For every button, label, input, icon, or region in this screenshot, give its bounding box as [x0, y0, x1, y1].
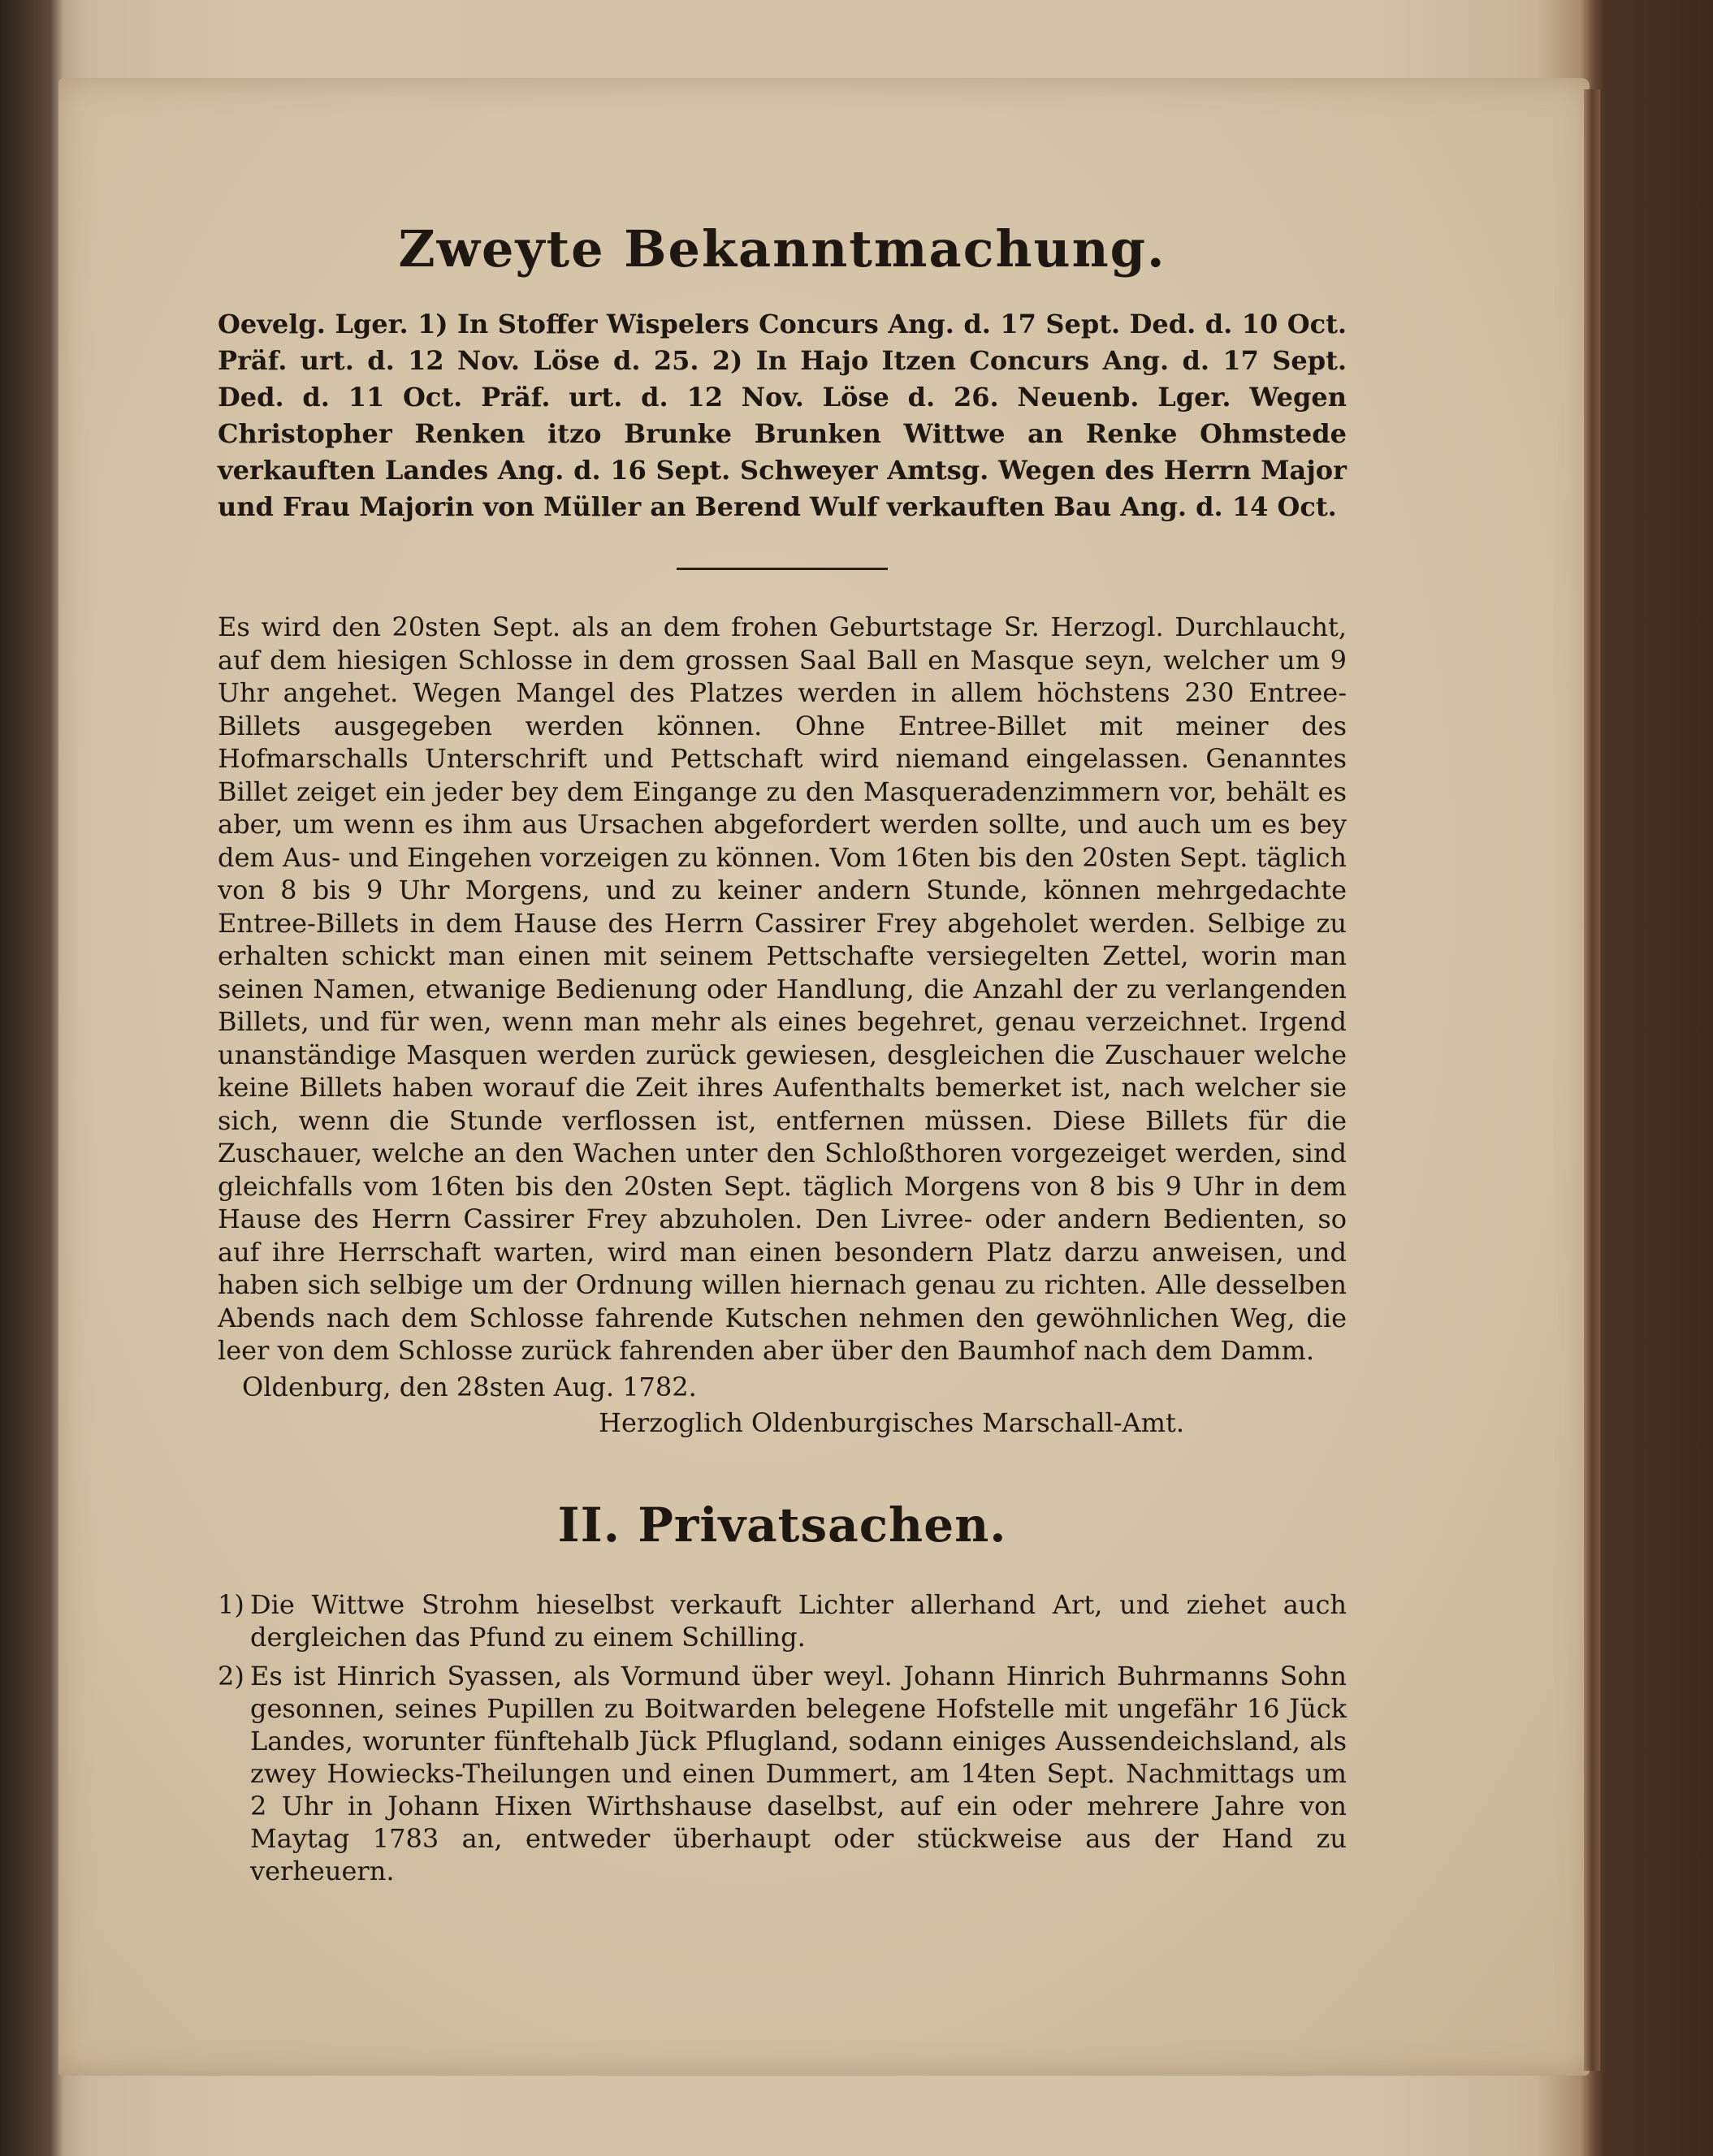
signature: Herzoglich Oldenburgisches Marschall-Amt. — [599, 1406, 1184, 1438]
list-item — [218, 1588, 1347, 1653]
page-text — [218, 219, 1347, 1894]
item-text: Es ist Hinrich Syassen, als Vormund über weyl. Johann Hinrich Buhrmanns Sohn gesonnen, seines Pupillen zu Boitwarden belegene Hofstelle mit ungefähr 16 Jück Landes, worunter fünftehalb Jück Pflugland, sodann einiges Aussendeichsland, als zwey Howiecks-Theilungen und einen Dummert, am 14ten Sept. Nachmittags um 2 Uhr in Johann Hixen Wirthshause daselbst, auf ein oder mehrere Jahre von Maytag 1783 an, entweder überhaupt oder stückweise aus der Hand zu verheuern. — [250, 1660, 1347, 1886]
list-item — [218, 1660, 1347, 1887]
item-number: 1) — [218, 1588, 244, 1620]
court-announcements: Oevelg. Lger. 1) In Stoffer Wispelers Concurs Ang. d. 17 Sept. Ded. d. 10 Oct. Präf. urt. d. 12 Nov. Löse d. 25. 2) In Hajo Itzen Concurs Ang. d. 17 Sept. Ded. d. 11 Oct. Präf. urt. d. 12 Nov. Löse d. 26. Neuenb. Lger. Wegen Christopher Renken itzo Brunke Brunken Wittwe an Renke Ohmstede verkauften Landes Ang. d. 16 Sept. Schweyer Amtsg. Wegen des Herrn Major und Frau Majorin von Müller an Berend Wulf verkauften Bau Ang. d. 14 Oct. — [218, 309, 1347, 522]
heading-second-announcement: Zweyte Bekanntmachung. — [398, 219, 1166, 279]
item-number: 2) — [218, 1660, 244, 1692]
page-edge — [1584, 89, 1600, 2071]
item-text: Die Wittwe Strohm hieselbst verkauft Lichter allerhand Art, und ziehet auch dergleichen das Pfund zu einem Schilling. — [250, 1588, 1347, 1653]
dateline: Oldenburg, den 28sten Aug. 1782. — [242, 1371, 697, 1402]
section-heading-private-matters: II. Privatsachen. — [557, 1497, 1007, 1553]
divider-rule — [677, 568, 888, 570]
masquerade-notice: Es wird den 20sten Sept. als an dem frohen Geburtstage Sr. Herzogl. Durchlaucht, auf dem hiesigen Schlosse in dem grossen Saal Ball en Masque seyn, welcher um 9 Uhr angehet. Wegen Mangel des Platzes werden in allem höchstens 230 Entree-Billets ausgegeben werden können. Ohne Entree-Billet mit meiner des Hofmarschalls Unterschrift und Pettschaft wird niemand eingelassen. Genanntes Billet zeiget ein jeder bey dem Eingange zu den Masqueradenzimmern vor, behält es aber, um wenn es ihm aus Ursachen abgefordert werden sollte, und auch um es bey dem Aus- und Eingehen vorzeigen zu können. Vom 16ten bis den 20sten Sept. täglich von 8 bis 9 Uhr Morgens, und zu keiner andern Stunde, können mehrgedachte Entree-Billets in dem Hause des Herrn Cassirer Frey abgeholet werden. Selbige zu erhalten schickt man einen mit seinem Pettschafte versiegelten Zettel, worin man seinen Namen, etwanige Bedienung oder Handlung, die Anzahl der zu verlangenden Billets, und für wen, wenn man mehr als eines begehret, genau verzeichnet. Irgend unanständige Masquen werden zurück gewiesen, desgleichen die Zuschauer welche keine Billets haben worauf die Zeit ihres Aufenthalts bemerket ist, nach welcher sie sich, wenn die Stunde verflossen ist, entfernen müssen. Diese Billets für die Zuschauer, welche an den Wachen unter den Schloßthoren vorgezeiget werden, sind gleichfalls vom 16ten bis den 20sten Sept. täglich Morgens von 8 bis 9 Uhr in dem Hause des Herrn Cassirer Frey abzuholen. Den Livree- oder andern Bedienten, so auf ihre Herrschaft warten, wird man einen besondern Platz darzu anweisen, und haben sich selbige um der Ordnung willen hiernach genau zu richten. Alle desselben Abends nach dem Schlosse fahrende Kutschen nehmen den gewöhnlichen Weg, die leer von dem Schlosse zurück fahrenden aber über den Baumhof nach dem Damm. — [218, 611, 1347, 1366]
